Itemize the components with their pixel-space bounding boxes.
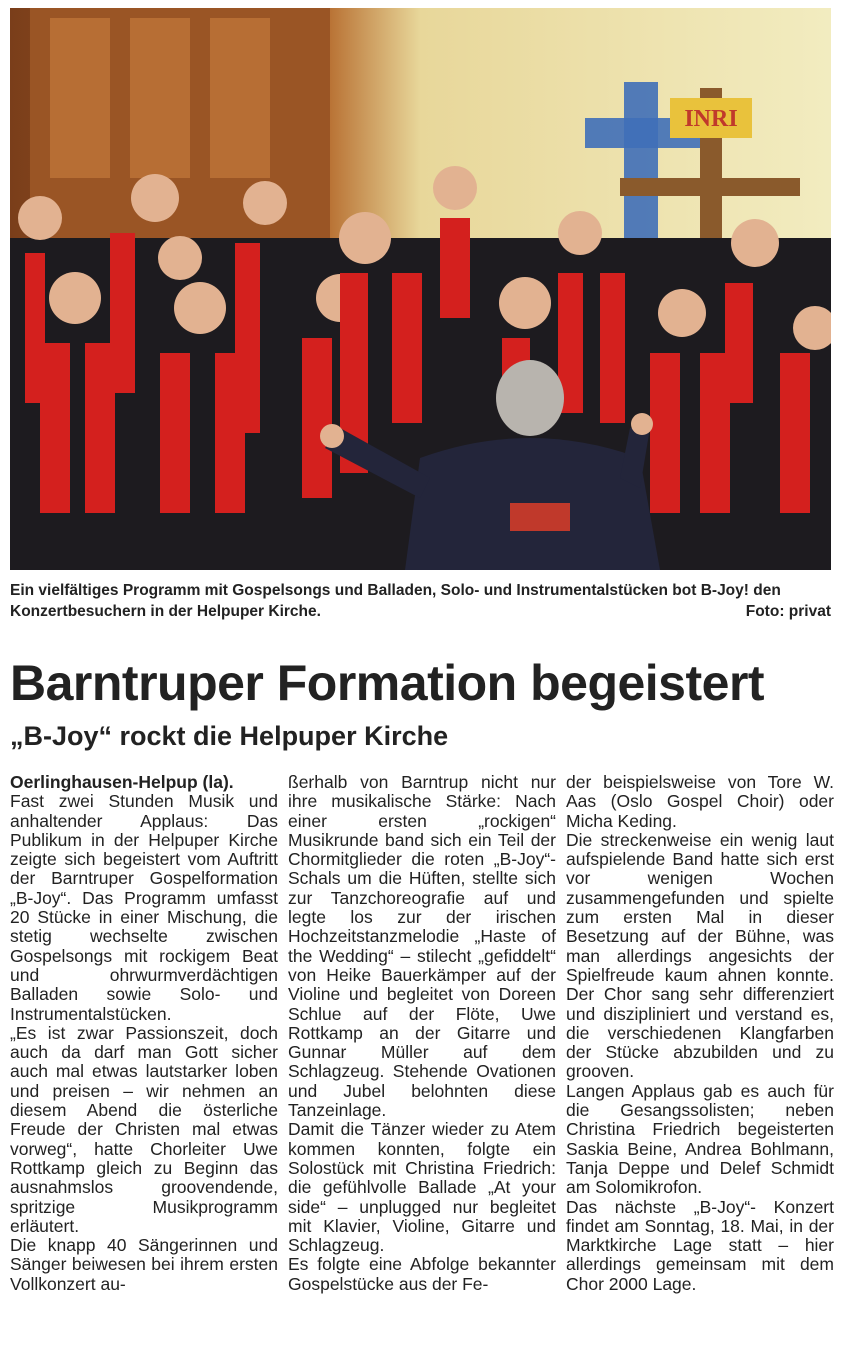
choir-photo — [10, 8, 831, 570]
article-paragraph: Damit die Tänzer wieder zu Atem kommen konnten, folgte ein Solostück mit Christina Friedrich: die gefühlvolle Ballade „At your side“ – unplugged nur begleitet mit Klavier, Violine, Gitarre und Schlagzeug. — [288, 1119, 556, 1256]
photo-credit: Foto: privat — [745, 603, 831, 620]
article-column-2 — [288, 773, 556, 1294]
caption-text: Ein vielfältiges Programm mit Gospelsongs und Balladen, Solo- und Instrumentalstücken bot B-Joy! den Konzertbesuchern in der Helpuper Kirche. — [10, 582, 781, 620]
article-paragraph: Das nächste „B-Joy“- Konzert findet am Sonntag, 18. Mai, in der Marktkirche Lage statt – hier allerdings gemeinsam mit dem Chor 2000 Lage. — [566, 1196, 834, 1294]
photo-caption — [10, 580, 831, 622]
article-paragraph: Die knapp 40 Sängerinnen und Sänger beiwesen bei ihrem ersten Vollkonzert au- — [10, 1235, 278, 1294]
paragraph-text: Fast zwei Stunden Musik und anhaltender Applaus: Das Publikum in der Helpuper Kirche zeigte sich begeistert vom Auftritt der Barntruper Gospelformation „B-Joy“. Das Programm umfasst 20 Stücke in einer Mischung, die stetig wechselte zwischen Gospelsongs mit rockigem Beat und ohrwurmverdächtigen Balladen sowie Solo- und Instrumentalstücken. — [10, 791, 278, 1024]
article-column-1 — [10, 773, 278, 1294]
headline: Barntruper Formation begeistert — [10, 655, 765, 711]
article-paragraph: Die streckenweise ein wenig laut aufspielende Band hatte sich erst vor wenigen Wochen zusammengefunden und spielte zum ersten Mal in dieser Besetzung auf der Bühne, was man allerdings angesichts der Spielfreude kaum ahnen konnte. Der Chor sang sehr differenziert und diszipliniert und verstand es, die verschiedenen Klangfarben der Stücke abzubilden und zu grooven. — [566, 829, 834, 1082]
article-paragraph: Es folgte eine Abfolge bekannter Gospelstücke aus der Fe- — [288, 1254, 556, 1294]
dateline: Oerlinghausen-Helpup (la). — [10, 772, 234, 792]
subheadline: „B-Joy“ rockt die Helpuper Kirche — [10, 721, 449, 751]
article-paragraph: der beispielsweise von Tore W. Aas (Oslo Gospel Choir) oder Micha Keding. — [566, 772, 834, 831]
inri-sign: INRI — [684, 106, 738, 132]
article-paragraph — [10, 773, 278, 1024]
article-paragraph: ßerhalb von Barntrup nicht nur ihre musikalische Stärke: Nach einer ersten „rockigen“ Musikrunde band sich ein Teil der Chormitglieder die roten „B-Joy“-Schals um die Hüften, stellte sich zur Tanzchoreografie auf und legte los zur der irischen Hochzeitstanzmelodie „Haste of the Wedding“ – stilecht „gefiddelt“ von Heike Bauerkämper auf der Violine und begleitet von Doreen Schlue auf der Flöte, Uwe Rottkamp an der Gitarre und Gunnar Müller auf dem Schlagzeug. Stehende Ovationen und Jubel belohnten diese Tanzeinlage. — [288, 772, 556, 1121]
article-column-3 — [566, 773, 834, 1294]
choir-photo-illustration — [10, 8, 831, 570]
article-paragraph: „Es ist zwar Passionszeit, doch auch da darf man Gott sicher auch mal etwas lautstarker loben und preisen – wir nehmen an diesem Abend die österliche Freude der Christen mal etwas vorweg“, hatte Chorleiter Uwe Rottkamp gleich zu Beginn das ausnahmslos groovendende, spritzige Musikprogramm erläutert. — [10, 1022, 278, 1236]
article-paragraph: Langen Applaus gab es auch für die Gesangssolisten; neben Christina Friedrich begeisterten Saskia Beine, Andrea Bohlmann, Tanja Deppe und Delef Schmidt am Solomikrofon. — [566, 1080, 834, 1198]
